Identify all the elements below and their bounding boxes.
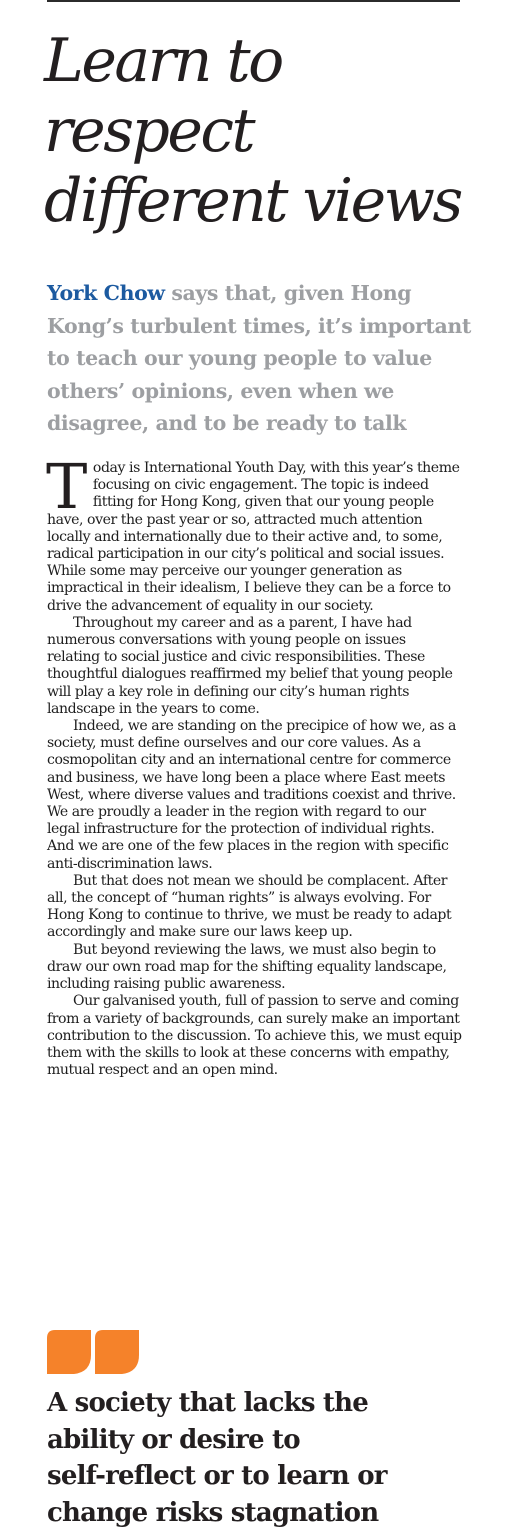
body-paragraph: But that does not mean we should be complacent. After all, the concept of “human rights” is always evolving. For Hong Kong to continue to thrive, we must be ready to adapt accordingly and make sure our laws keep up. <box>47 872 452 941</box>
headline-line: respect <box>44 96 254 166</box>
pull-quote-line: self-reflect or to learn or <box>47 1461 387 1491</box>
body-paragraph: Indeed, we are standing on the precipice of how we, as a society, must define ourselves and our core values. As a cosmopolitan city and an international centre for commerce and business, we have long been a place where East meets West, where diverse values and traditions coexist and thrive. We are proudly a leader in the region with regard to our legal infrastructure for the protection of individual rights. And we are one of the few places in the region with specific anti-discrimination laws. <box>47 718 456 872</box>
pull-quote-line: A society that lacks the <box>47 1388 368 1418</box>
pull-quote <box>47 1385 487 1531</box>
standfirst <box>47 277 477 440</box>
standfirst-text: says that, given Hong Kong’s turbulent times, it’s important to teach our young people to value others’ opinions, even when we disagree, and to be ready to talk <box>47 281 471 435</box>
quote-mark-icon <box>47 1330 139 1374</box>
headline <box>44 26 484 236</box>
headline-line: different views <box>44 166 461 236</box>
body-paragraph <box>46 450 462 615</box>
body-paragraph: But beyond reviewing the laws, we must also begin to draw our own road map for the shifting equality landscape, including raising public awareness. <box>47 941 447 993</box>
body-paragraph-text: oday is International Youth Day, with this year’s theme focusing on civic engagement. The topic is indeed fitting for Hong Kong, given that our young people have, over the past year or so, attracted much attention locally and internationally due to their active and, to some, radical participation in our city’s political and social issues. While some may perceive our younger generation as impractical in their idealism, I believe they can be a force to drive the advancement of equality in our society. <box>47 460 460 614</box>
drop-cap: T <box>46 450 87 523</box>
article-body <box>46 450 462 1079</box>
author-name: York Chow <box>47 281 165 305</box>
pull-quote-line: ability or desire to <box>47 1424 300 1455</box>
body-paragraph: Our galvanised youth, full of passion to serve and coming from a variety of backgrounds, can surely make an important contribution to the discussion. To achieve this, we must equip them with the skills to look at these concerns with empathy, mutual respect and an open mind. <box>47 993 462 1079</box>
headline-line: Learn to <box>44 26 282 96</box>
top-rule <box>47 0 460 2</box>
body-paragraph: Throughout my career and as a parent, I have had numerous conversations with young people on issues relating to social justice and civic responsibilities. These thoughtful dialogues reaffirmed my belief that young people will play a key role in defining our city’s human rights landscape in the years to come. <box>47 614 453 717</box>
pull-quote-line: change risks stagnation <box>47 1497 379 1528</box>
